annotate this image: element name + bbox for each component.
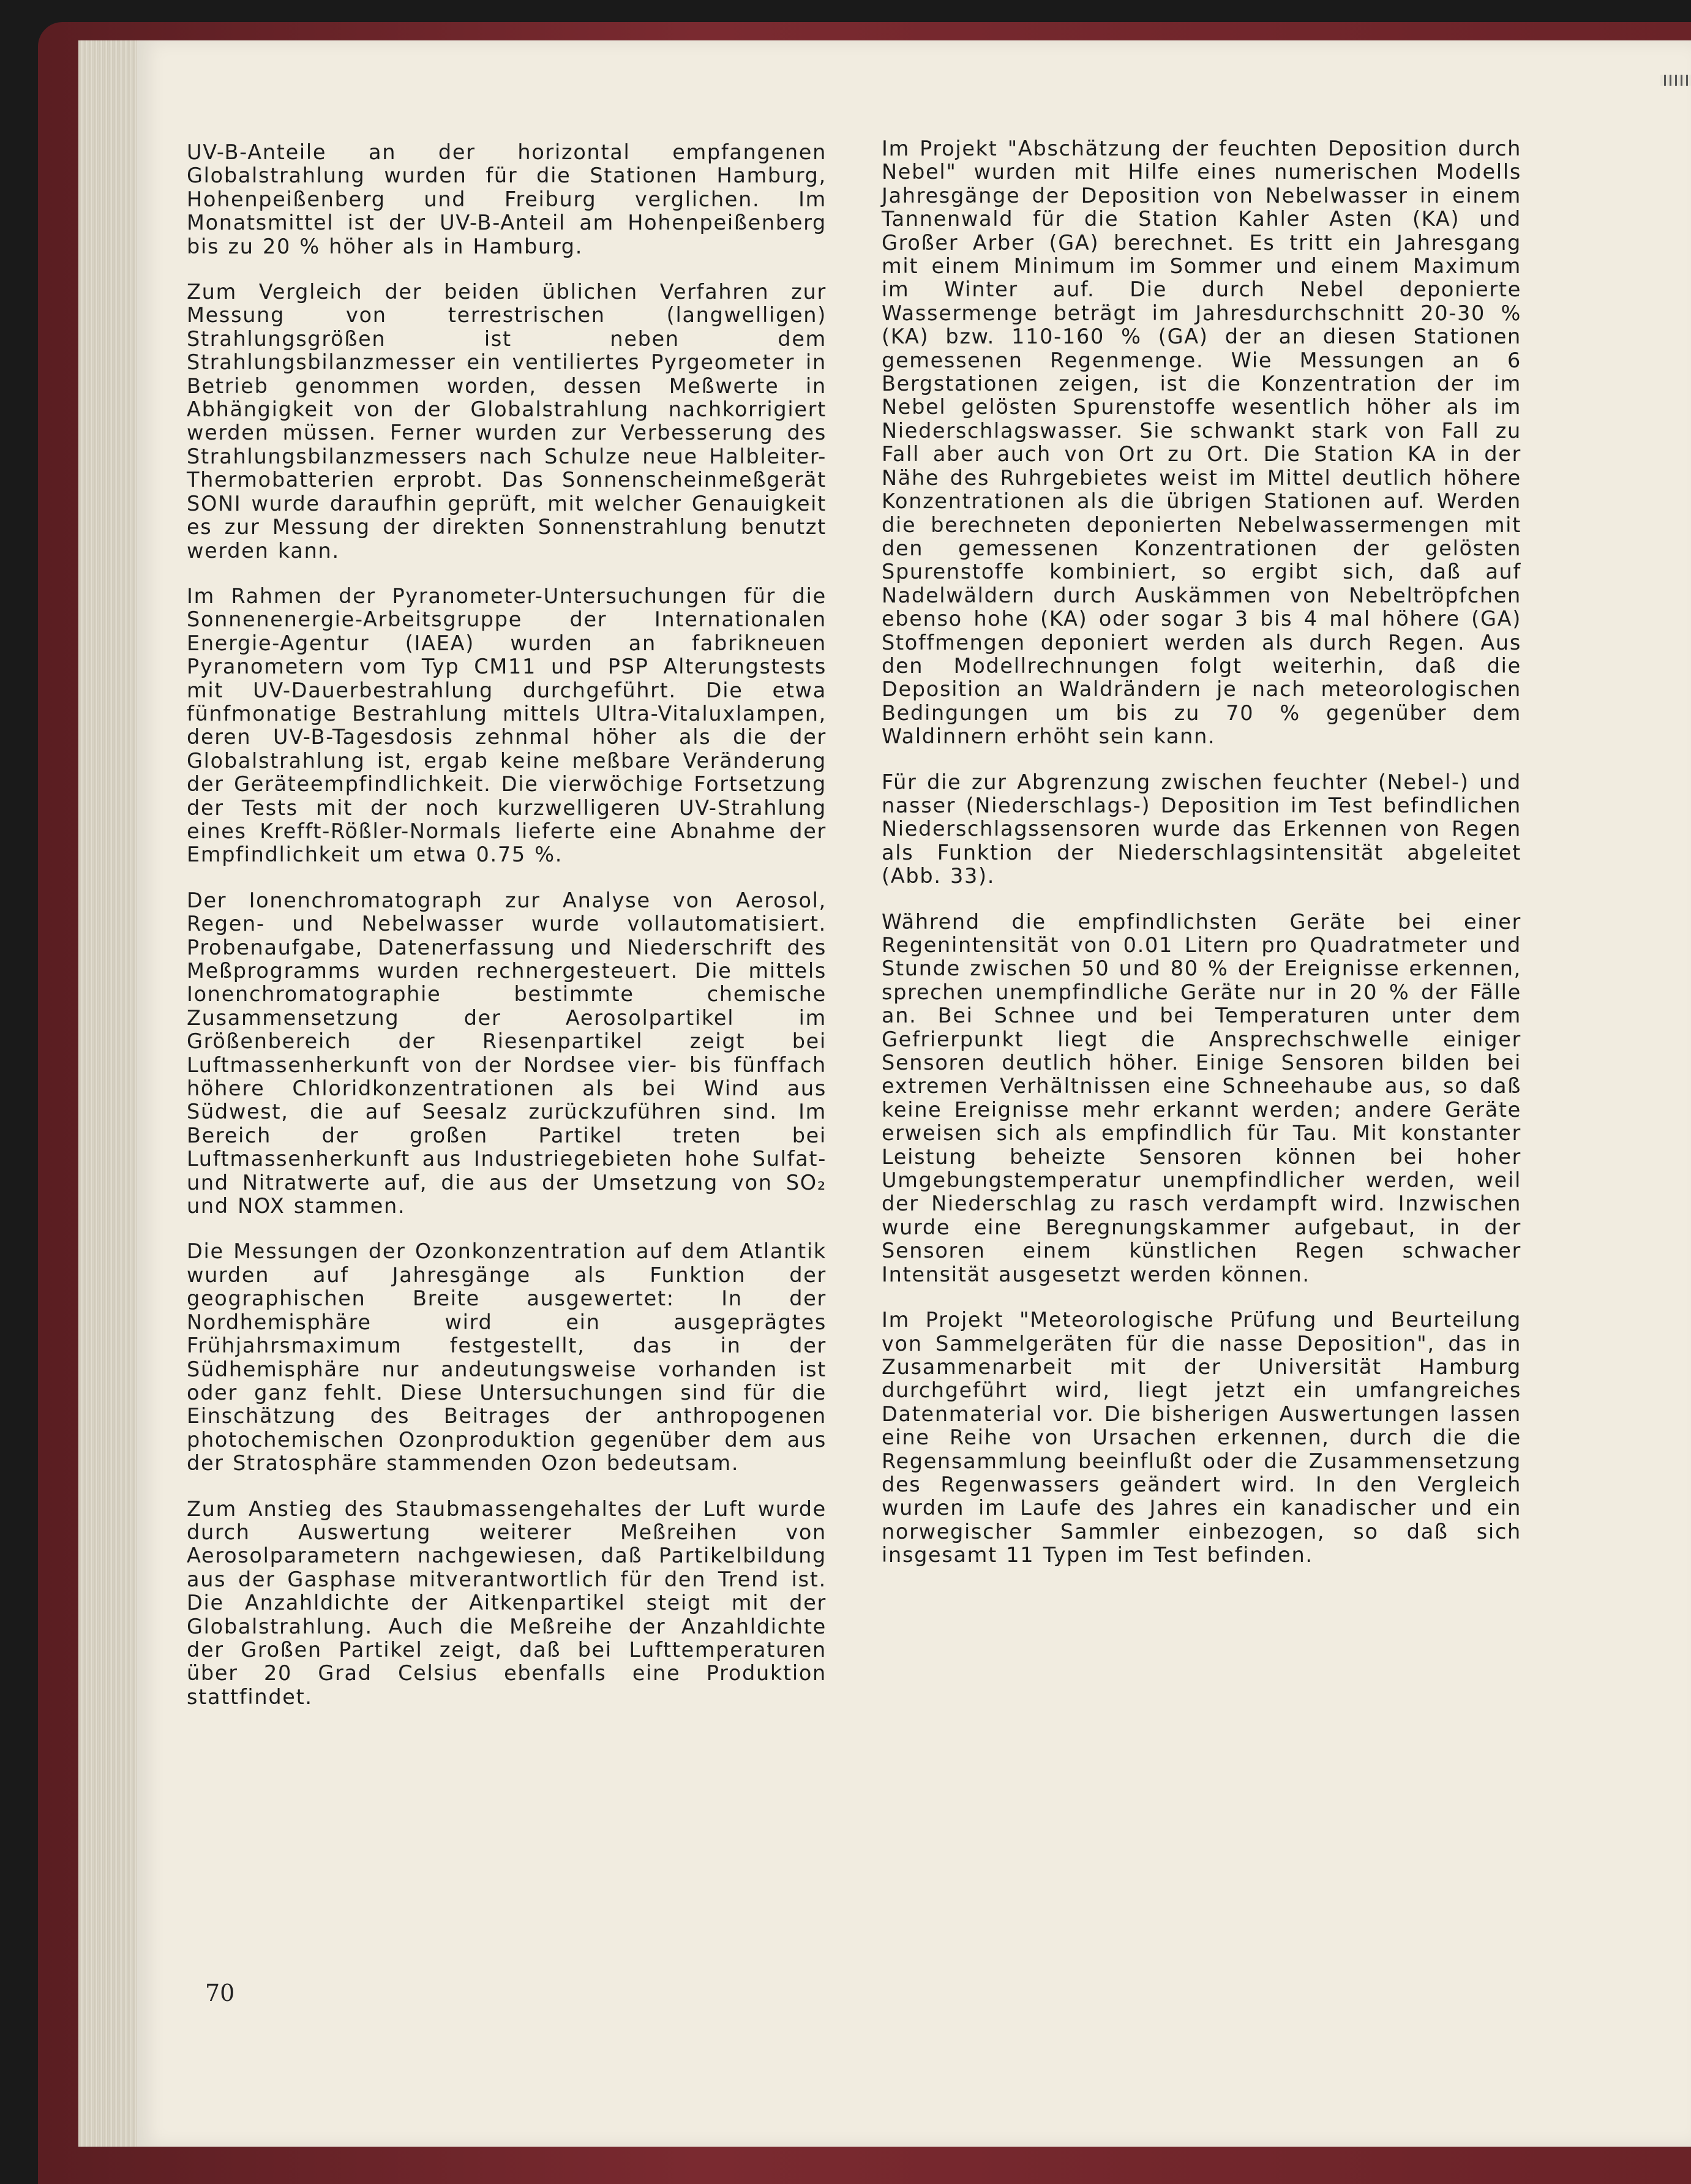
paragraph-ozon: Die Messungen der Ozonkonzentration auf dem Atlantik wurden auf Jahresgänge als Funktion der geographischen Breite ausgewertet: In der Nordhemisphäre wird ein ausgeprägtes Frühjahrsmaximum festgestellt, das in der Südhemisphäre nur andeutungsweise vorhanden ist oder ganz fehlt. Diese Untersuchungen sind für die Einschätzung des Beitrages der anthropogenen photochemischen Ozonproduktion gegenüber dem aus der Stratosphäre stammenden Ozon bedeutsam. <box>187 1239 827 1476</box>
left-text-column <box>187 141 827 1731</box>
paragraph-ionenchromatograph: Der Ionenchromatograph zur Analyse von Aerosol, Regen- und Nebelwasser wurde vollautomatisiert. Probenaufgabe, Datenerfassung und Niederschrift des Meßprogramms wurden rechnergesteuert. Die mittels Ionenchromatographie bestimmte chemische Zusammensetzung der Aerosolpartikel im Größenbereich der Riesenpartikel zeigt bei Luftmassenherkunft von der Nordsee vier- bis fünffach höhere Chloridkonzentrationen als bei Wind aus Südwest, die auf Seesalz zurückzuführen sind. Im Bereich der großen Partikel treten bei Luftmassenherkunft aus Industriegebieten hohe Sulfat- und Nitratwerte auf, die aus der Umsetzung von SO₂ und NOX stammen. <box>187 888 827 1218</box>
right-text-column <box>882 137 1521 1589</box>
paragraph-sammelgeraete: Im Projekt "Meteorologische Prüfung und Beurteilung von Sammelgeräten für die nasse Deposition", das in Zusammenarbeit mit der Universität Hamburg durchgeführt wird, liegt jetzt ein umfangreiches Datenmaterial vor. Die bisherigen Auswertungen lassen eine Reihe von Ursachen erkennen, durch die die Regensammlung beeinflußt oder die Zusammensetzung des Regenwassers geändert wird. In den Vergleich wurden im Laufe des Jahres ein kanadischer und ein norwegischer Sammler einbezogen, so daß sich insgesamt 11 Typen im Test befinden. <box>882 1308 1521 1567</box>
page-corner-mark <box>1660 75 1691 86</box>
paragraph-staub: Zum Anstieg des Staubmassengehaltes der Luft wurde durch Auswertung weiterer Meßreihen von Aerosolparametern nachgewiesen, daß Partikelbildung aus der Gasphase mitverantwortlich für den Trend ist. Die Anzahldichte der Aitkenpartikel steigt mit der Globalstrahlung. Auch die Meßreihe der Anzahldichte der Großen Partikel zeigt, daß bei Lufttemperaturen über 20 Grad Celsius ebenfalls eine Produktion stattfindet. <box>187 1496 827 1709</box>
paragraph-nebel: Im Projekt "Abschätzung der feuchten Deposition durch Nebel" wurden mit Hilfe eines numerischen Modells Jahresgänge der Deposition von Nebelwasser in einem Tannenwald für die Station Kahler Asten (KA) und Großer Arber (GA) berechnet. Es tritt ein Jahresgang mit einem Minimum im Sommer und einem Maximum im Winter auf. Die durch Nebel deponierte Wassermenge beträgt im Jahresdurchschnitt 20-30 % (KA) bzw. 110-160 % (GA) der an diesen Stationen gemessenen Regenmenge. Wie Messungen an 6 Bergstationen zeigen, ist die Konzentration der im Nebel gelösten Spurenstoffe wesentlich höher als im Niederschlagswasser. Sie schwankt stark von Fall zu Fall aber auch von Ort zu Ort. Die Station KA in der Nähe des Ruhrgebietes weist im Mittel deutlich höhere Konzentrationen als die übrigen Stationen auf. Werden die berechneten deponierten Nebelwassermengen mit den gemessenen Konzentrationen der gelösten Spurenstoffe kombiniert, so ergibt sich, daß auf Nadelwäldern durch Auskämmen von Nebeltröpfchen ebenso hohe (KA) oder sogar 3 bis 4 mal höhere (GA) Stoffmengen deponiert werden als durch Regen. Aus den Modellrechnungen folgt weiterhin, daß die Deposition an Waldrändern je nach meteorologischen Bedingungen um bis zu 70 % gegenüber dem Waldinnern erhöht sein kann. <box>882 137 1521 749</box>
paragraph-strahlung: Zum Vergleich der beiden üblichen Verfahren zur Messung von terrestrischen (langwelligen) Strahlungsgrößen ist neben dem Strahlungsbilanzmesser ein ventiliertes Pyrgeometer in Betrieb genommen worden, dessen Meßwerte in Abhängigkeit von der Globalstrahlung nachkorrigiert werden müssen. Ferner wurden zur Verbesserung des Strahlungsbilanzmessers nach Schulze neue Halbleiter-Thermobatterien erprobt. Das Sonnenscheinmeßgerät SONI wurde daraufhin geprüft, mit welcher Genauigkeit es zur Messung der direkten Sonnenstrahlung benutzt werden kann. <box>187 280 827 563</box>
paragraph-empfindlichkeit: Während die empfindlichsten Geräte bei einer Regenintensität von 0.01 Litern pro Quadratmeter und Stunde zwischen 50 und 80 % der Ereignisse erkennen, sprechen unempfindliche Geräte nur in 20 % der Fälle an. Bei Schnee und bei Temperaturen unter dem Gefrierpunkt liegt die Ansprechschwelle einiger Sensoren deutlich höher. Einige Sensoren bilden bei extremen Verhältnissen eine Schneehaube aus, so daß keine Ereignisse mehr erkannt werden; andere Geräte erweisen sich als empfindlich für Tau. Mit konstanter Leistung beheizte Sensoren können bei hoher Umgebungstemperatur unempfindlicher werden, weil der Niederschlag zu rasch verdampft wird. Inzwischen wurde eine Beregnungskammer aufgebaut, in der Sensoren einem künstlichen Regen schwacher Intensität ausgesetzt werden können. <box>882 909 1521 1286</box>
page-number: 70 <box>205 1979 235 2006</box>
paragraph-uvb: UV-B-Anteile an der horizontal empfangenen Globalstrahlung wurden für die Stationen Hamburg, Hohenpeißenberg und Freiburg verglichen. Im Monatsmittel ist der UV-B-Anteil am Hohenpeißenberg bis zu 20 % höher als in Hamburg. <box>187 140 827 258</box>
paragraph-pyranometer: Im Rahmen der Pyranometer-Untersuchungen für die Sonnenenergie-Arbeitsgruppe der Internationalen Energie-Agentur (IAEA) wurden an fabrikneuen Pyranometern vom Typ CM11 und PSP Alterungstests mit UV-Dauerbestrahlung durchgeführt. Die etwa fünfmonatige Bestrahlung mittels Ultra-Vitaluxlampen, deren UV-B-Tagesdosis zehnmal höher als die der Globalstrahlung ist, ergab keine meßbare Veränderung der Geräteempfindlichkeit. Die vierwöchige Fortsetzung der Tests mit der noch kurzwelligeren UV-Strahlung eines Krefft-Rößler-Normals lieferte eine Abnahme der Empfindlichkeit um etwa 0.75 %. <box>187 584 827 867</box>
paragraph-sensoren: Für die zur Abgrenzung zwischen feuchter (Nebel-) und nasser (Niederschlags-) Deposition im Test befindlichen Niederschlagssensoren wurde das Erkennen von Regen als Funktion der Niederschlagsintensität abgeleitet (Abb. 33). <box>882 770 1521 888</box>
